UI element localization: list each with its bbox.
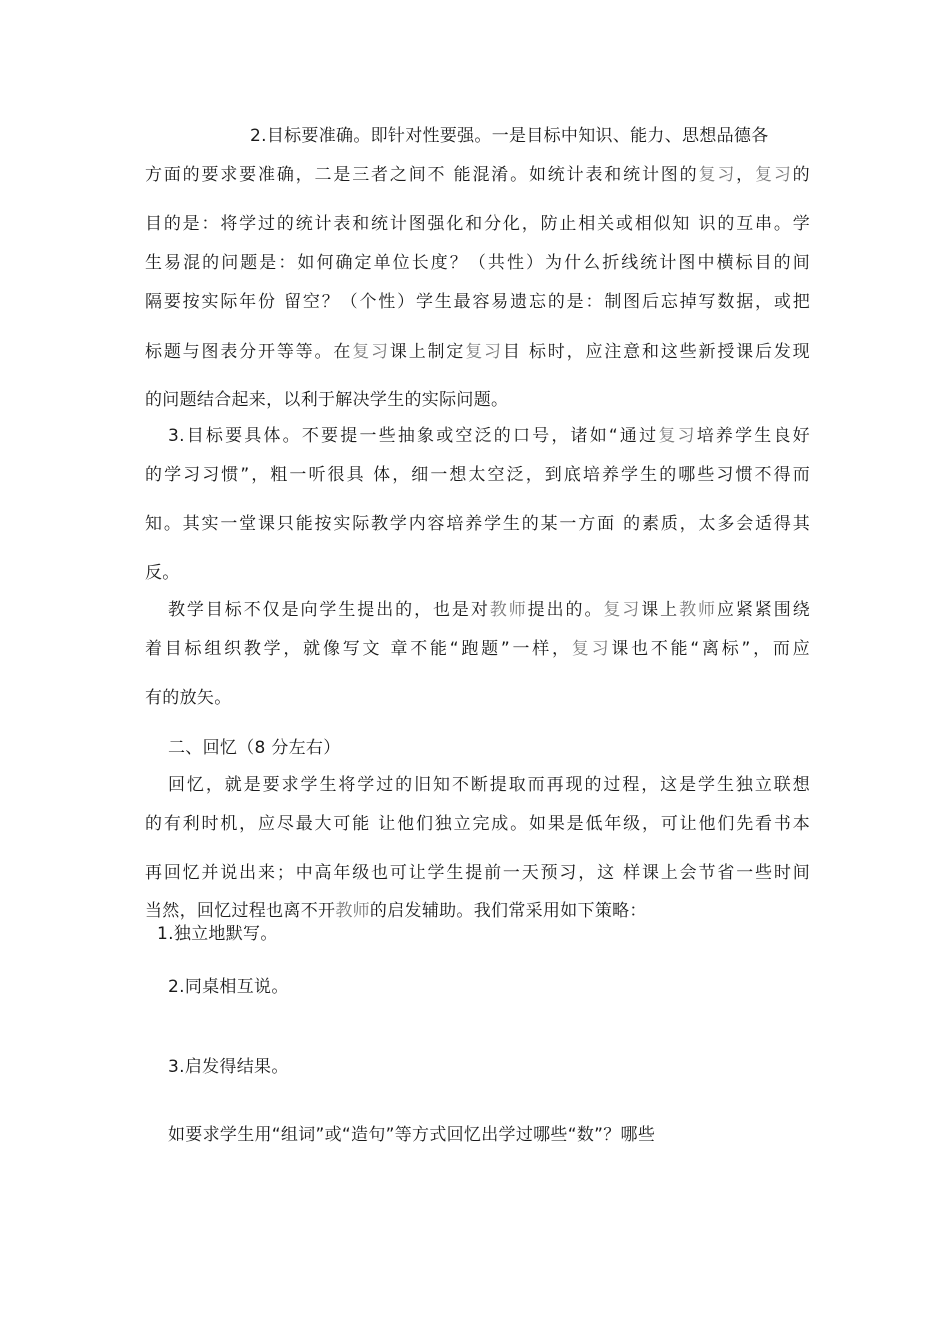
paragraph-line xyxy=(145,340,810,364)
highlighted-term: 教师 xyxy=(489,600,528,620)
highlighted-term: 复习 xyxy=(352,342,390,362)
text-segment: 课上制定 xyxy=(389,342,466,362)
text-segment: ， xyxy=(736,165,755,185)
paragraph-line xyxy=(145,686,810,710)
highlighted-term: 教师 xyxy=(335,901,370,921)
highlighted-term: 复习 xyxy=(698,165,737,185)
list-item xyxy=(168,1055,833,1079)
text-segment: 二、回忆（8 分左右） xyxy=(168,738,341,758)
text-segment: 目 标时，应注意和这些新授课后发现 xyxy=(502,342,810,362)
highlighted-term: 教师 xyxy=(679,600,717,620)
text-segment: 当然，回忆过程也离不开 xyxy=(145,901,336,921)
paragraph-line xyxy=(145,512,810,536)
text-segment: 的问题结合起来，以利于解决学生的实际问题。 xyxy=(145,390,509,410)
text-segment: 3.目标要具体。不要提一些抽象或空泛的口号，诸如“通过 xyxy=(168,426,659,446)
text-segment: 的启发辅助。我们常采用如下策略： xyxy=(369,901,647,921)
text-segment: 提出的。 xyxy=(527,600,604,620)
text-segment: 再回忆并说出来；中高年级也可让学生提前一天预习，这 样课上会节省一些时间 xyxy=(145,863,810,883)
paragraph-line xyxy=(145,899,810,923)
paragraph-line xyxy=(250,124,810,148)
text-segment: 1.独立地默写。 xyxy=(157,924,278,944)
text-segment: 2.同桌相互说。 xyxy=(168,977,289,997)
text-segment: 的学习习惯”，粗一听很具 体，细一想太空泛，到底培养学生的哪些习惯不得而 xyxy=(145,465,810,485)
text-segment: 知。其实一堂课只能按实际教学内容培养学生的某一方面 的素质，太多会适得其 xyxy=(145,514,810,534)
text-segment: 课也不能“离标”，而应 xyxy=(611,639,810,659)
list-item xyxy=(157,922,822,946)
text-segment: 反。 xyxy=(145,563,180,583)
paragraph-line xyxy=(145,561,810,585)
paragraph-line xyxy=(145,388,810,412)
highlighted-term: 复习 xyxy=(465,342,503,362)
paragraph-line xyxy=(145,812,810,836)
paragraph-line xyxy=(145,637,810,661)
text-segment: 课上 xyxy=(641,600,680,620)
text-segment: 教学目标不仅是向学生提出的，也是对 xyxy=(168,600,490,620)
text-segment: 应紧紧围绕 xyxy=(716,600,810,620)
paragraph-line xyxy=(145,861,810,885)
text-segment: 2.目标要准确。即针对性要强。一是目标中知识、能力、思想品德各 xyxy=(250,126,769,146)
text-segment: 着目标组织教学，就像写文 章不能“跑题”一样， xyxy=(145,639,572,659)
text-segment: 的 xyxy=(792,165,810,185)
text-segment: 如要求学生用“组词”或“造句”等方式回忆出学过哪些“数”？哪些 xyxy=(168,1125,656,1145)
paragraph-line xyxy=(145,212,810,236)
text-segment: 隔要按实际年份 留空？（个性）学生最容易遗忘的是：制图后忘掉写数据，或把 xyxy=(145,292,810,312)
text-segment: 的有利时机，应尽最大可能 让他们独立完成。如果是低年级，可让他们先看书本 xyxy=(145,814,810,834)
paragraph-line xyxy=(145,251,810,275)
text-segment: 培养学生良好 xyxy=(696,426,810,446)
paragraph-line xyxy=(145,163,810,187)
paragraph-line xyxy=(168,1123,833,1147)
paragraph-line xyxy=(145,290,810,314)
text-segment: 目的是：将学过的统计表和统计图强化和分化，防止相关或相似知 识的互串。学 xyxy=(145,214,810,234)
paragraph-line xyxy=(145,463,810,487)
highlighted-term: 复习 xyxy=(755,165,793,185)
text-segment: 有的放矢。 xyxy=(145,688,232,708)
list-item xyxy=(168,975,833,999)
text-segment: 回忆，就是要求学生将学过的旧知不断提取而再现的过程，这是学生独立联想 xyxy=(168,775,810,795)
text-segment: 方面的要求要准确，二是三者之间不 能混淆。如统计表和统计图的 xyxy=(145,165,699,185)
paragraph-line xyxy=(168,424,810,448)
paragraph-line xyxy=(168,598,810,622)
text-segment: 标题与图表分开等等。在 xyxy=(145,342,353,362)
highlighted-term: 复习 xyxy=(658,426,697,446)
section-heading xyxy=(168,736,833,760)
paragraph-line xyxy=(168,773,810,797)
text-segment: 生易混的问题是：如何确定单位长度？（共性）为什么折线统计图中横标目的间 xyxy=(145,253,810,273)
highlighted-term: 复习 xyxy=(603,600,642,620)
text-segment: 3.启发得结果。 xyxy=(168,1057,289,1077)
highlighted-term: 复习 xyxy=(571,639,612,659)
